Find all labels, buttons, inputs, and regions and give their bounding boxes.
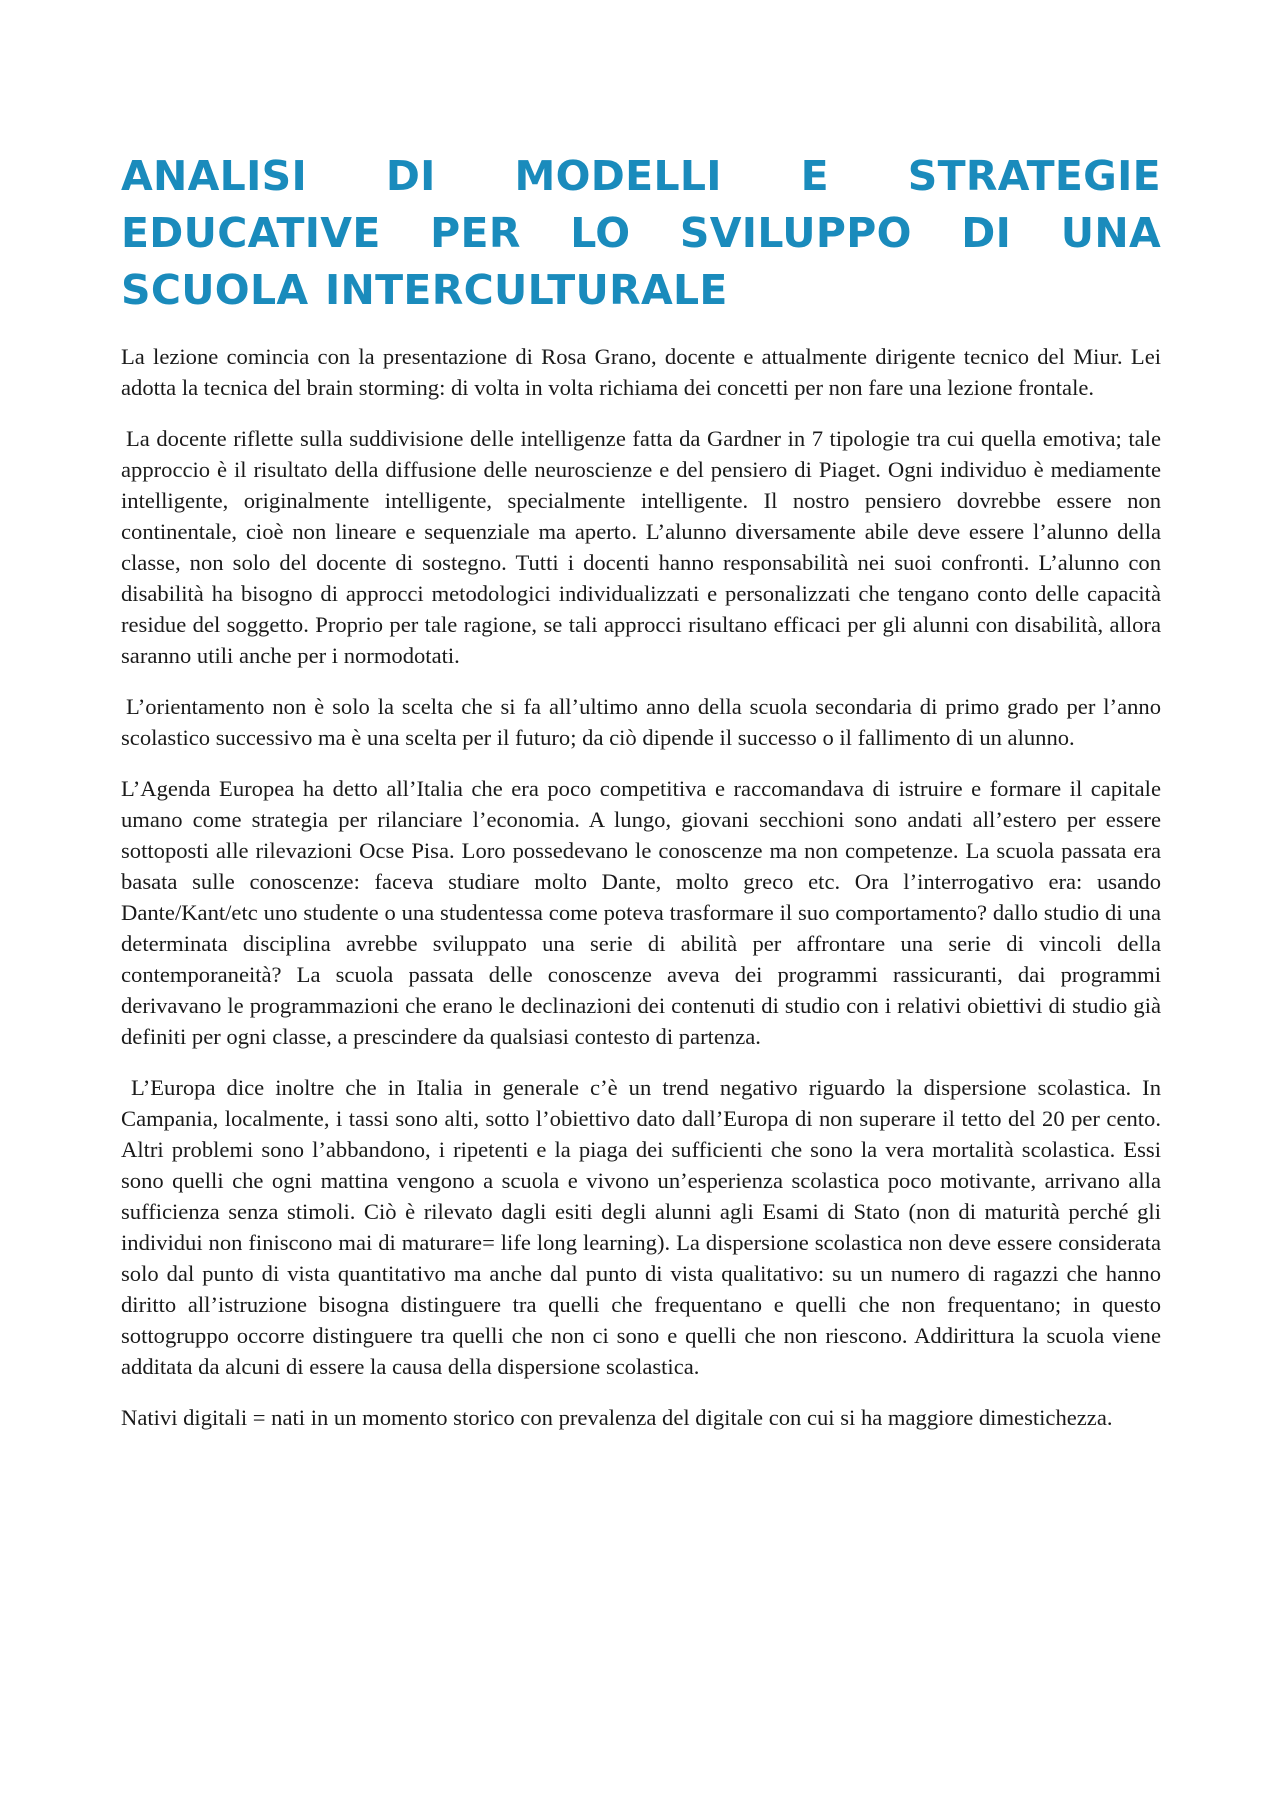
paragraph-nativi-digitali: Nativi digitali = nati in un momento storico con prevalenza del digitale con cui si ha maggiore dimestichezza. — [121, 1405, 1113, 1430]
paragraph-intelligenze: La docente riflette sulla suddivisione delle intelligenze fatta da Gardner in 7 tipologie tra cui quella emotiva; tale approccio è il risultato della diffusione delle neuroscienze e del pensiero di Piaget. Ogni individuo è mediamente intelligente, originalmente intelligente, specialmente intelligente. Il nostro pensiero dovrebbe essere non continentale, cioè non lineare e sequenziale ma aperto. L’alunno diversamente abile deve essere l’alunno della classe, non solo del docente di sostegno. Tutti i docenti hanno responsabilità nei suoi confronti. L’alunno con disabilità ha bisogno di approcci metodologici individualizzati e personalizzati che tengano conto delle capacità residue del soggetto. Proprio per tale ragione, se tali approcci risultano efficaci per gli alunni con disabilità, allora saranno utili anche per i normodotati. — [121, 426, 1161, 668]
paragraph-orientamento: L’orientamento non è solo la scelta che si fa all’ultimo anno della scuola secondaria di primo grado per l’anno scolastico successivo ma è una scelta per il futuro; da ciò dipende il successo o il fallimento di un alunno. — [121, 694, 1161, 750]
paragraph-intro: La lezione comincia con la presentazione di Rosa Grano, docente e attualmente dirigente tecnico del Miur. Lei adotta la tecnica del brain storming: di volta in volta richiama dei concetti per non fare una lezione frontale. — [121, 344, 1161, 400]
paragraph-dispersione: L’Europa dice inoltre che in Italia in generale c’è un trend negativo riguardo la dispersione scolastica. In Campania, localmente, i tassi sono alti, sotto l’obiettivo dato dall’Europa di non superare il tetto del 20 per cento. Altri problemi sono l’abbandono, i ripetenti e la piaga dei sufficienti che sono la vera mortalità scolastica. Essi sono quelli che ogni mattina vengono a scuola e vivono un’esperienza scolastica poco motivante, arrivano alla sufficienza senza stimoli. Ciò è rilevato dagli esiti degli alunni agli Esami di Stato (non di maturità perché gli individui non finiscono mai di maturare= life long learning). La dispersione scolastica non deve essere considerata solo dal punto di vista quantitativo ma anche dal punto di vista qualitativo: su un numero di ragazzi che hanno diritto all’istruzione bisogna distinguere tra quelli che frequentano e quelli che non frequentano; in questo sottogruppo occorre distinguere tra quelli che non ci sono e quelli che non riescono. Addirittura la scuola viene additata da alcuni di essere la causa della dispersione scolastica. — [121, 1075, 1161, 1379]
document-page — [121, 148, 1161, 1453]
paragraph-agenda-europea: L’Agenda Europea ha detto all’Italia che era poco competitiva e raccomandava di istruire e formare il capitale umano come strategia per rilanciare l’economia. A lungo, giovani secchioni sono andati all’estero per essere sottoposti alle rilevazioni Ocse Pisa. Loro possedevano le conoscenze ma non competenze. La scuola passata era basata sulle conoscenze: faceva studiare molto Dante, molto greco etc. Ora l’interrogativo era: usando Dante/Kant/etc uno studente o una studentessa come poteva trasformare il suo comportamento? dallo studio di una determinata disciplina avrebbe sviluppato una serie di abilità per affrontare una serie di vincoli della contemporaneità? La scuola passata delle conoscenze aveva dei programmi rassicuranti, dai programmi derivavano le programmazioni che erano le declinazioni dei contenuti di studio con i relativi obiettivi di studio già definiti per ogni classe, a prescindere da qualsiasi contesto di partenza. — [121, 776, 1161, 1049]
document-title: ANALISI DI MODELLI E STRATEGIE EDUCATIVE PER LO SVILUPPO DI UNA SCUOLA INTERCULTURALE — [121, 152, 1161, 314]
